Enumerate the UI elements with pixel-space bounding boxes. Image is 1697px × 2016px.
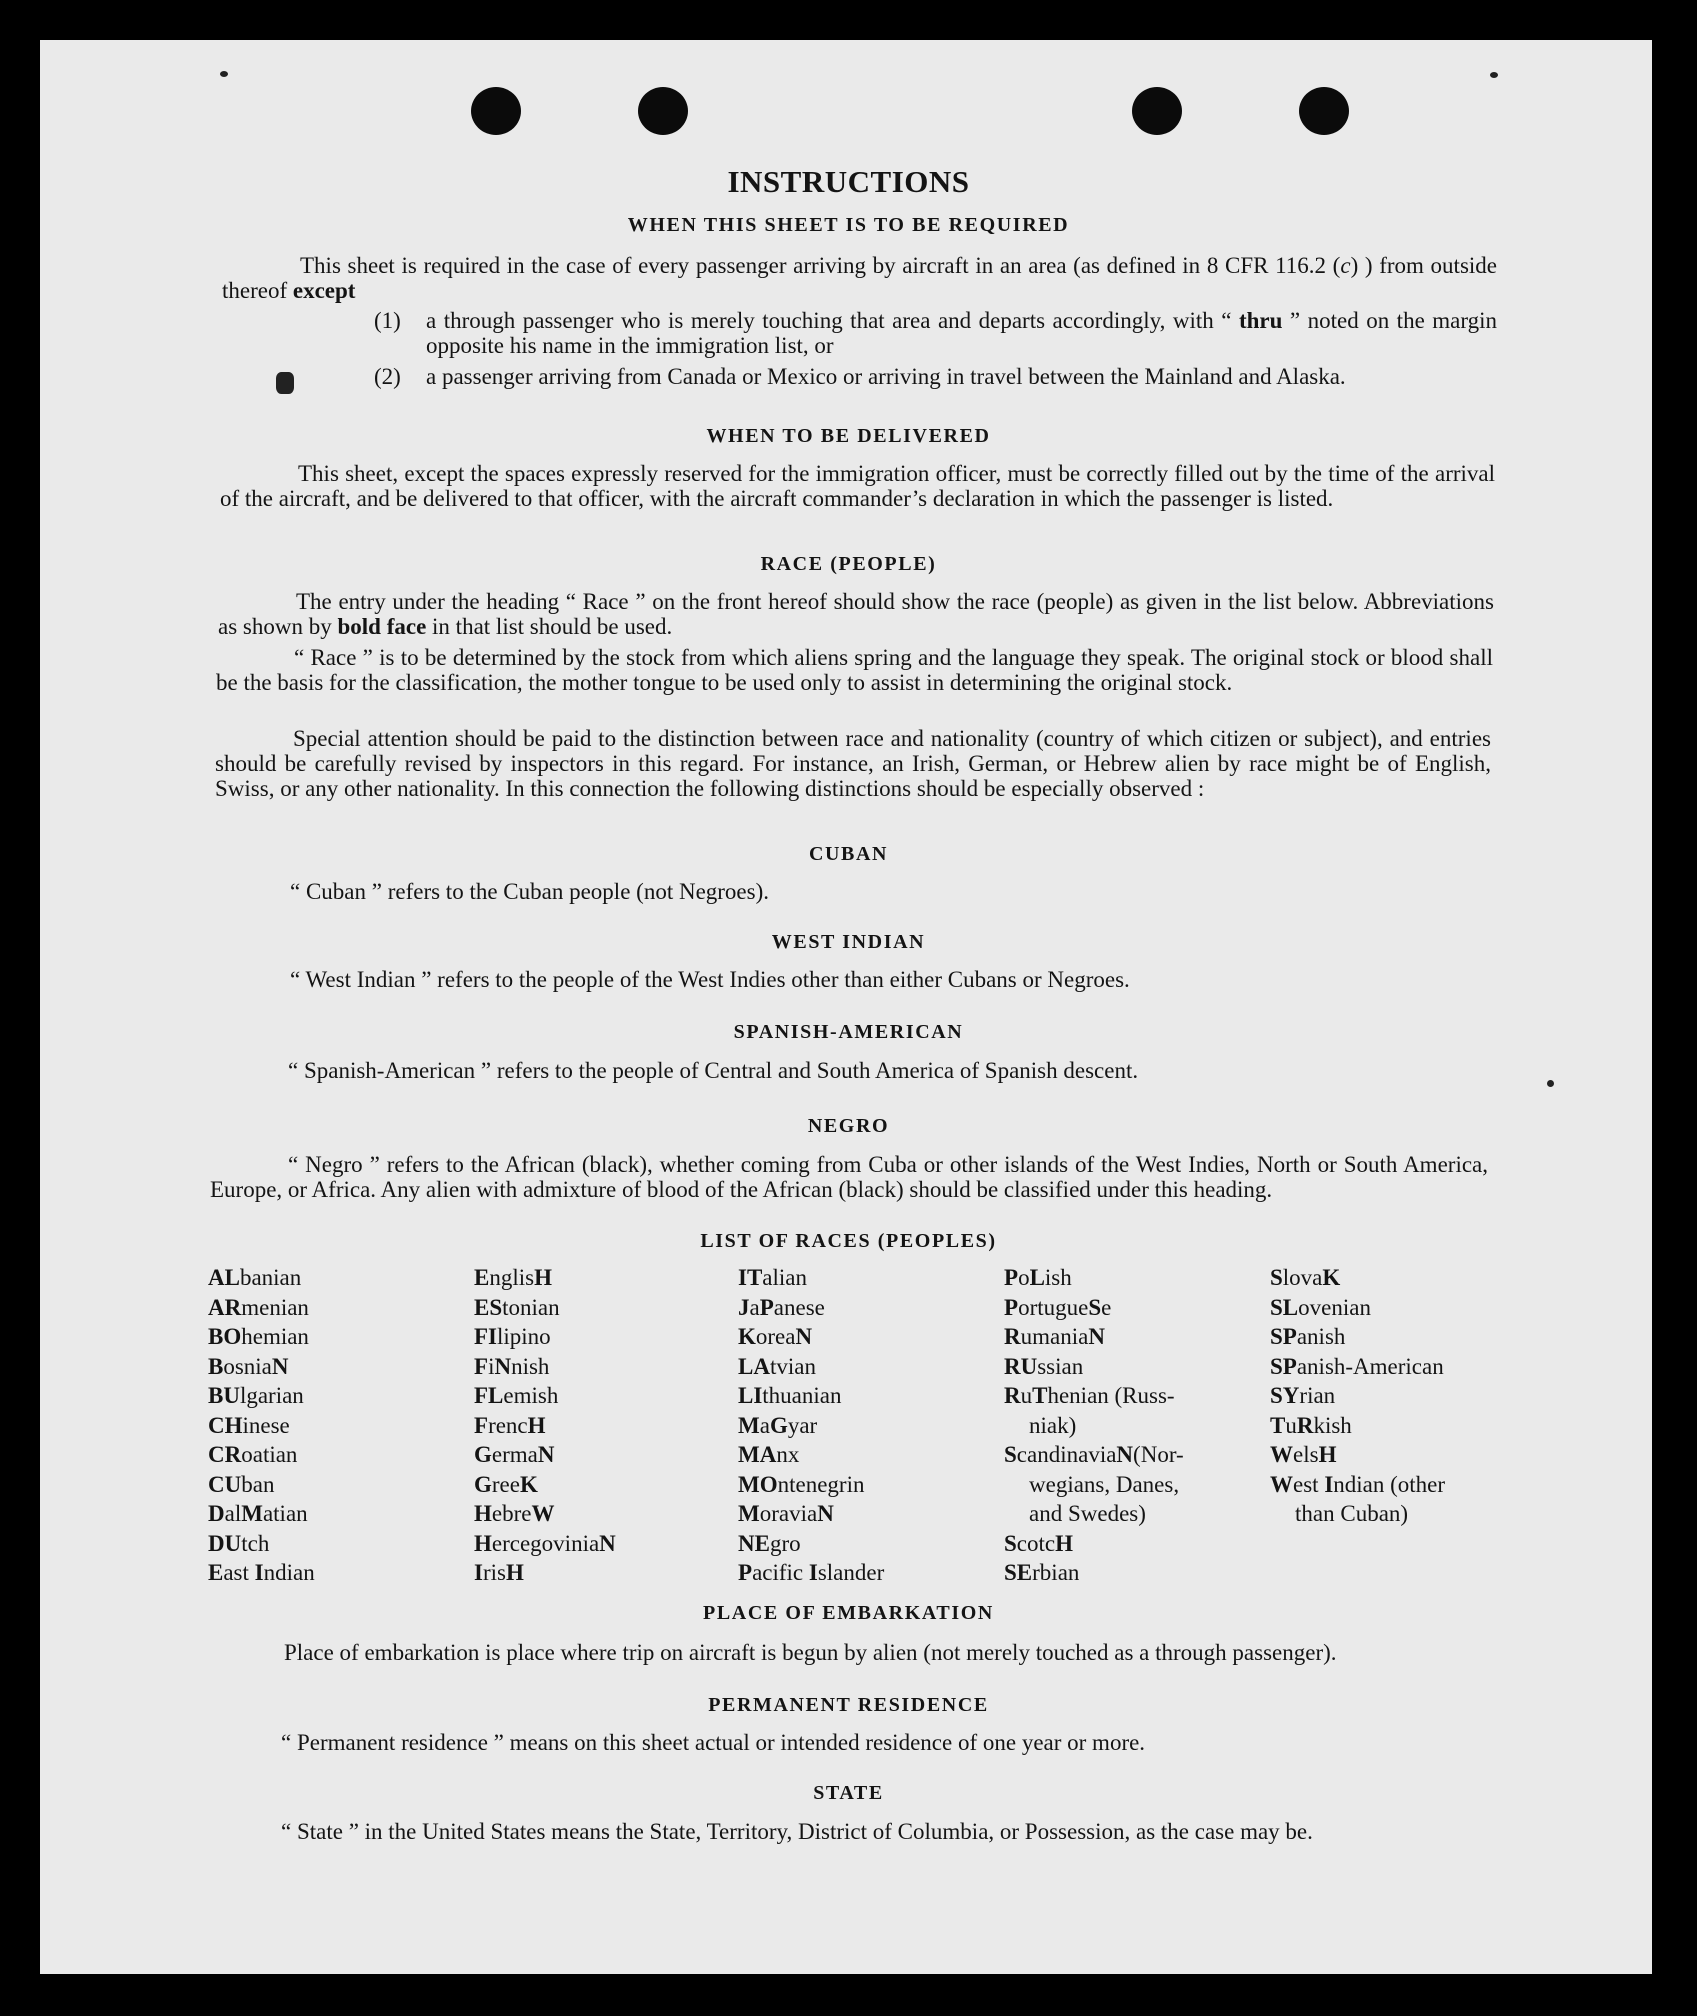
race-entry: BUlgarian xyxy=(208,1383,304,1408)
race-entry: SErbian xyxy=(1004,1560,1080,1585)
race-entry: CUban xyxy=(208,1471,275,1497)
race-column xyxy=(208,1263,315,1588)
race-column xyxy=(474,1263,616,1588)
heading-list-of-races: LIST OF RACES (PEOPLES) xyxy=(700,1230,997,1252)
race-entry: HercegoviniaN xyxy=(474,1530,616,1556)
heading-west-indian: WEST INDIAN xyxy=(771,931,926,953)
race-entry: DalMatian xyxy=(208,1501,308,1526)
item-1-text: a through passenger who is merely touching that area and departs accordingly, with “ thru ” noted on the margin opposite his name in the immigration list, or xyxy=(426,308,1498,358)
race-entry: HebreW xyxy=(474,1501,555,1526)
race-entry: SPanish xyxy=(1270,1324,1346,1349)
ink-speck xyxy=(1490,72,1498,78)
race-entry: ALbanian xyxy=(208,1265,302,1290)
race-column xyxy=(738,1263,884,1588)
race-paragraph-1: The entry under the heading “ Race ” on the front hereof should show the race (people) as given in the list below. Abbreviations as shown by bold face in that list should be used. xyxy=(218,589,1494,639)
when-delivered-text: This sheet, except the spaces expressly reserved for the immigration officer, must be correctly filled out by the time of the arrival of the aircraft, and be delivered to that officer, with the aircraft commander’s declaration in which the passenger is listed. xyxy=(220,461,1495,511)
race-entry: DUtch xyxy=(208,1530,270,1556)
race-entry: LAtvian xyxy=(738,1353,816,1379)
race-entry: ScandinaviaN(Nor- xyxy=(1004,1442,1184,1467)
race-entry: FiNnish xyxy=(474,1353,550,1379)
ink-speck xyxy=(220,71,228,77)
punch-hole xyxy=(638,87,688,135)
race-column xyxy=(1270,1263,1445,1529)
heading-when-required: WHEN THIS SHEET IS TO BE REQUIRED xyxy=(627,214,1070,236)
race-entry: KoreaN xyxy=(738,1324,813,1349)
race-entry: IrisH xyxy=(474,1560,524,1585)
race-entry: PortugueSe xyxy=(1004,1294,1112,1320)
race-entry: MoraviaN xyxy=(738,1501,834,1526)
item-2-number: (2) xyxy=(374,364,401,389)
race-entry: RumaniaN xyxy=(1004,1324,1105,1349)
race-entry: RUssian xyxy=(1004,1353,1084,1379)
race-entry: LIthuanian xyxy=(738,1383,842,1408)
race-entry: wegians, Danes, xyxy=(1029,1471,1180,1497)
permanent-residence-text: “ Permanent residence ” means on this sheet actual or intended residence of one year or more. xyxy=(281,1730,1146,1755)
race-entry: SPanish-American xyxy=(1270,1353,1444,1379)
race-entry: MOntenegrin xyxy=(738,1471,865,1497)
race-entry: SYrian xyxy=(1270,1383,1336,1408)
race-entry: WelsH xyxy=(1270,1442,1337,1467)
when-required-intro: This sheet is required in the case of every passenger arriving by aircraft in an area (as defined in 8 CFR 116.2 (c) ) from outside thereof except xyxy=(222,253,1497,303)
punch-hole xyxy=(1299,87,1349,135)
race-entry: ARmenian xyxy=(208,1294,309,1320)
race-entry: FrencH xyxy=(474,1412,546,1438)
race-entry: MAnx xyxy=(738,1442,800,1467)
race-entry: and Swedes) xyxy=(1029,1501,1146,1526)
race-entry: PoLish xyxy=(1004,1265,1072,1290)
ink-speck xyxy=(1547,1080,1554,1087)
race-entry: RuThenian (Russ- xyxy=(1004,1383,1175,1408)
race-entry: NEgro xyxy=(738,1530,801,1556)
race-entry: West Indian (other xyxy=(1270,1471,1446,1497)
heading-permanent-residence: PERMANENT RESIDENCE xyxy=(708,1694,989,1716)
heading-spanish-american: SPANISH-AMERICAN xyxy=(733,1021,964,1043)
race-entry: ITalian xyxy=(738,1265,807,1290)
ink-speck xyxy=(276,372,294,394)
race-paragraph-3: Special attention should be paid to the distinction between race and nationality (country of which citizen or subject), and entries should be carefully revised by inspectors in this regard. For instance, an Irish, German, or Hebrew alien by race might be of English, Swiss, or any other nationality. In this connection the following distinctions should be especially observed : xyxy=(215,726,1491,801)
race-entry: CRoatian xyxy=(208,1442,298,1467)
race-entry: East Indian xyxy=(208,1560,315,1585)
heading-cuban: CUBAN xyxy=(808,843,889,865)
heading-embarkation: PLACE OF EMBARKATION xyxy=(703,1602,994,1624)
heading-negro: NEGRO xyxy=(807,1115,890,1137)
race-entry: ScotcH xyxy=(1004,1530,1073,1556)
race-entry: SLovenian xyxy=(1270,1294,1371,1320)
race-entry: EnglisH xyxy=(474,1265,552,1290)
heading-when-delivered: WHEN TO BE DELIVERED xyxy=(706,425,991,447)
west-indian-text: “ West Indian ” refers to the people of the West Indies other than either Cubans or Negroes. xyxy=(290,967,1130,992)
race-entry: SlovaK xyxy=(1270,1265,1341,1290)
race-entry: JaPanese xyxy=(738,1294,825,1320)
heading-race: RACE (PEOPLE) xyxy=(760,553,937,575)
cuban-text: “ Cuban ” refers to the Cuban people (not Negroes). xyxy=(290,879,770,904)
race-paragraph-2: “ Race ” is to be determined by the stock from which aliens spring and the language they speak. The original stock or blood shall be the basis for the classification, the mother tongue to be used only to assist in determining the original stock. xyxy=(216,645,1493,695)
item-2-text: a passenger arriving from Canada or Mexico or arriving in travel between the Mainland and Alaska. xyxy=(426,364,1346,389)
race-entry: FIlipino xyxy=(474,1324,551,1349)
state-text: “ State ” in the United States means the State, Territory, District of Columbia, or Possession, as the case may be. xyxy=(281,1819,1313,1844)
spanish-american-text: “ Spanish-American ” refers to the people of Central and South America of Spanish descent. xyxy=(288,1058,1139,1083)
race-column xyxy=(1004,1263,1184,1588)
race-entry: BOhemian xyxy=(208,1324,309,1349)
race-entry: TuRkish xyxy=(1270,1412,1352,1438)
race-entry: MaGyar xyxy=(738,1412,818,1438)
race-entry: FLemish xyxy=(474,1383,559,1408)
race-entry: GermaN xyxy=(474,1442,555,1467)
negro-text: “ Negro ” refers to the African (black), whether coming from Cuba or other islands of the West Indies, North or South America, Europe, or Africa. Any alien with admixture of blood of the African (black) should be classified under this heading. xyxy=(210,1152,1488,1202)
race-entry: EStonian xyxy=(474,1294,560,1320)
page-title: INSTRUCTIONS xyxy=(727,164,970,199)
race-entry: than Cuban) xyxy=(1295,1501,1409,1526)
punch-hole xyxy=(471,87,521,135)
race-entry: CHinese xyxy=(208,1412,290,1438)
embarkation-text: Place of embarkation is place where trip on aircraft is begun by alien (not merely touched as a through passenger). xyxy=(284,1640,1337,1665)
race-entry: GreeK xyxy=(474,1471,538,1497)
race-entry: BosniaN xyxy=(208,1353,289,1379)
item-1-number: (1) xyxy=(374,308,401,333)
punch-hole xyxy=(1132,87,1182,135)
race-entry: Pacific Islander xyxy=(738,1560,885,1585)
race-entry: niak) xyxy=(1029,1412,1077,1438)
heading-state: STATE xyxy=(813,1782,884,1804)
